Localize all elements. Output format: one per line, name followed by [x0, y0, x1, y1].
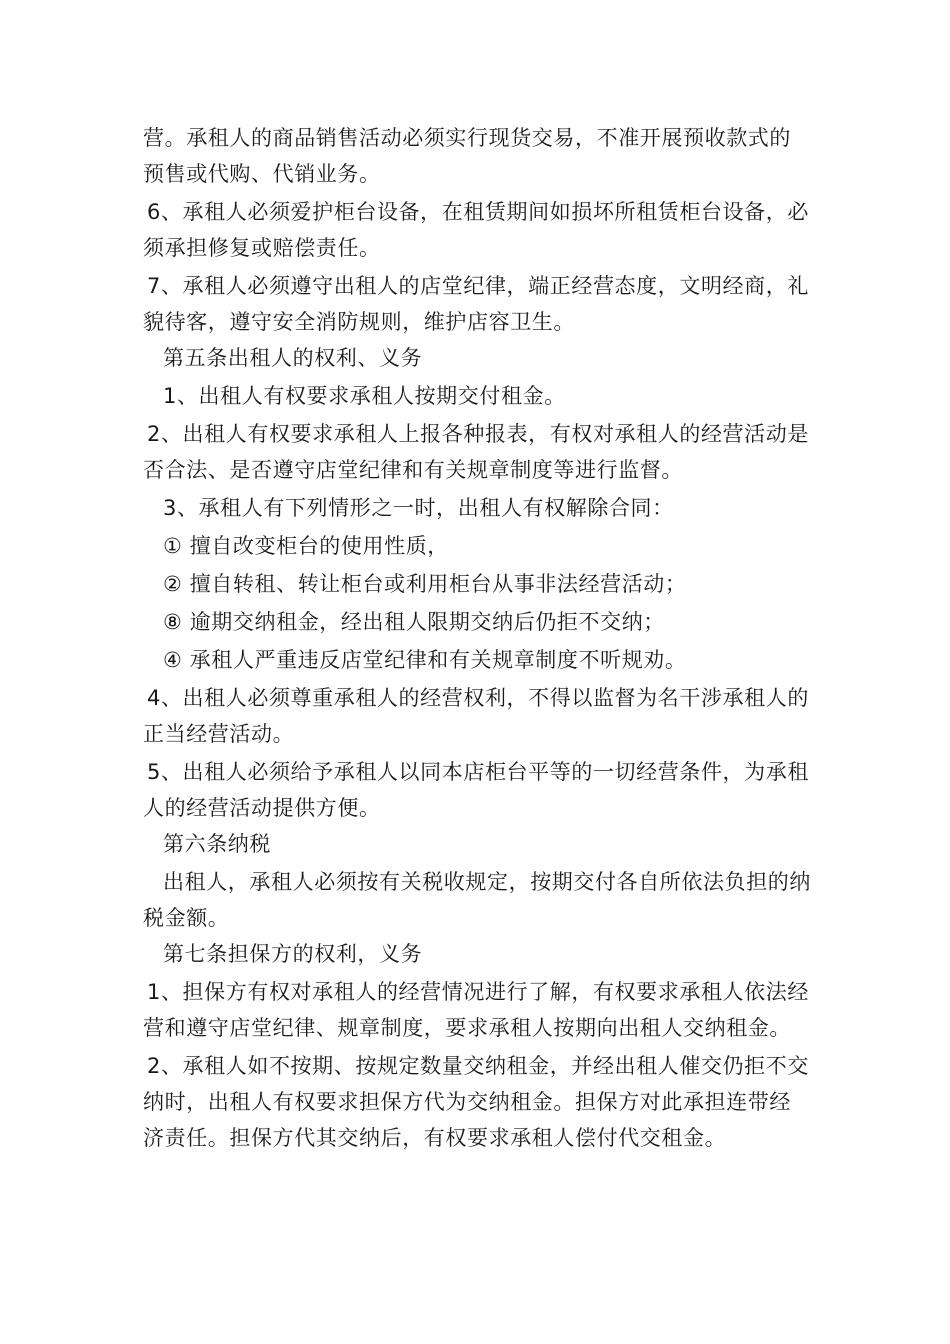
clause-5-item-2: 2、出租人有权要求承租人上报各种报表，有权对承租人的经营活动是否合法、是否遵守店堂纪律和有关规章制度等进行监督。: [143, 422, 809, 482]
clause-5-item-1: 1、出租人有权要求承租人按期交付租金。: [163, 384, 566, 408]
clause-5-item-3-sub-4: ④ 承租人严重违反店堂纪律和有关规章制度不听规劝。: [163, 648, 687, 672]
clause-7-heading: 第七条担保方的权利，义务: [163, 942, 423, 966]
clause-5-heading: 第五条出租人的权利、义务: [163, 346, 423, 370]
clause-5-item-5: 5、出租人必须给予承租人以同本店柜台平等的一切经营条件，为承租人的经营活动提供方便。: [143, 760, 809, 820]
clause-5-item-3-sub-3: ⑧ 逾期交纳租金，经出租人限期交纳后仍拒不交纳；: [163, 610, 665, 634]
clause-4-item-7: 7、承租人必须遵守出租人的店堂纪律，端正经营态度，文明经商，礼貌待客，遵守安全消防规则，维护店容卫生。: [143, 274, 809, 334]
clause-5-item-3-sub-2: ② 擅自转租、转让柜台或利用柜台从事非法经营活动；: [163, 572, 687, 596]
clause-5-item-3-sub-1: ① 擅自改变柜台的使用性质，: [163, 534, 449, 558]
paragraph-continuation: 营。承租人的商品销售活动必须实行现货交易，不准开展预收款式的预售或代购、代销业务。: [143, 126, 791, 186]
clause-6-heading: 第六条纳税: [163, 832, 271, 856]
clause-5-item-4: 4、出租人必须尊重承租人的经营权利，不得以监督为名干涉承租人的正当经营活动。: [143, 686, 809, 746]
clause-7-item-1: 1、担保方有权对承租人的经营情况进行了解，有权要求承租人依法经营和遵守店堂纪律、规章制度，要求承租人按期向出租人交纳租金。: [143, 980, 809, 1040]
clause-7-item-2: 2、承租人如不按期、按规定数量交纳租金，并经出租人催交仍拒不交纳时，出租人有权要求担保方代为交纳租金。担保方对此承担连带经济责任。担保方代其交纳后，有权要求承租人偿付代交租金。: [143, 1054, 809, 1150]
clause-6-body: 出租人，承租人必须按有关税收规定，按期交付各自所依法负担的纳税金额。: [143, 870, 811, 930]
document-body: [143, 120, 811, 1156]
clause-5-item-3: 3、承租人有下列情形之一时，出租人有权解除合同：: [163, 496, 674, 520]
clause-4-item-6: 6、承租人必须爱护柜台设备，在租赁期间如损坏所租赁柜台设备，必须承担修复或赔偿责任。: [143, 200, 809, 260]
